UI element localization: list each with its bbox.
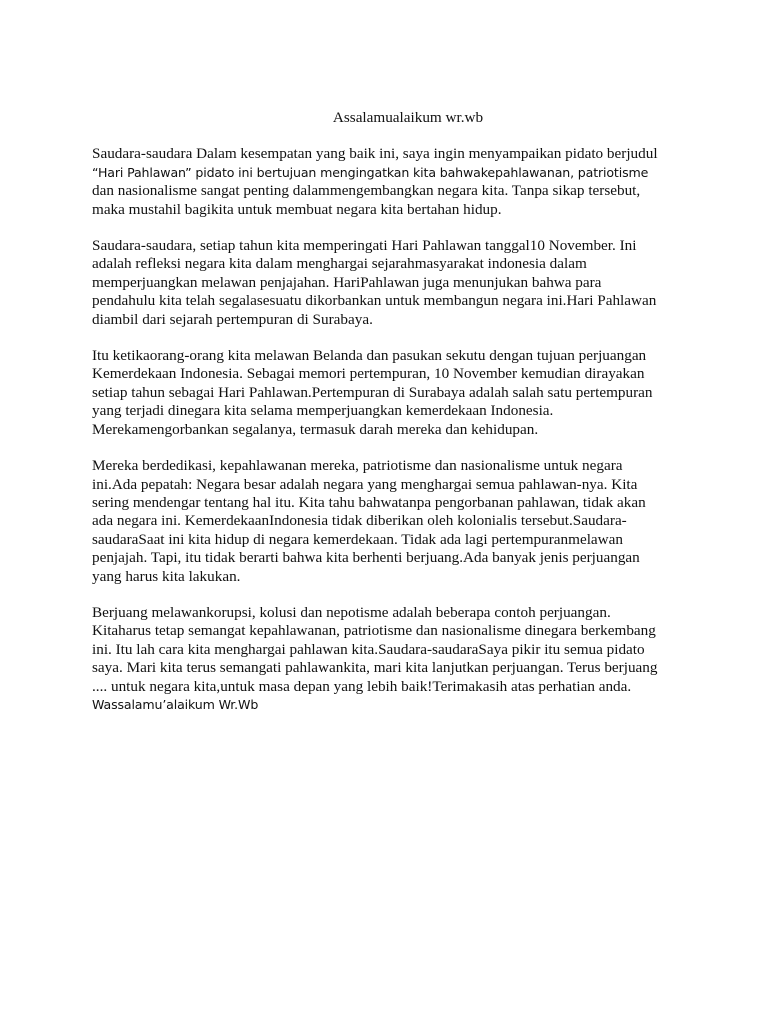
- text-line: Saudara-saudara, setiap tahun kita memperingati Hari Pahlawan tanggal10 November. Ini: [92, 237, 637, 255]
- paragraph-5: [92, 604, 682, 714]
- text-line: “Hari Pahlawan” pidato ini bertujuan mengingatkan kita bahwakepahlawanan, patriotisme: [92, 164, 649, 180]
- text-line: Wassalamu’alaikum Wr.Wb: [92, 696, 259, 712]
- text-line: diambil dari sejarah pertempuran di Surabaya.: [92, 310, 373, 328]
- document-title: Assalamualaikum wr.wb: [332, 109, 484, 126]
- text-line: dan nasionalisme sangat penting dalammengembangkan negara kita. Tanpa sikap tersebut,: [92, 182, 641, 200]
- text-line: ini. Itu lah cara kita menghargai pahlawan kita.Saudara-saudaraSaya pikir itu semua pidato: [92, 640, 645, 658]
- text-line: memperjuangkan melawan penjajahan. HariPahlawan juga menunjukan bahwa para: [92, 273, 602, 291]
- text-line: .... untuk negara kita,untuk masa depan yang lebih baik!Terimakasih atas perhatian anda.: [92, 677, 632, 695]
- text-line: Mereka berdedikasi, kepahlawanan mereka, patriotisme dan nasionalisme untuk negara: [92, 457, 623, 475]
- text-line: maka mustahil bagikita untuk membuat negara kita bertahan hidup.: [92, 200, 502, 218]
- text-line: Itu ketikaorang-orang kita melawan Belanda dan pasukan sekutu dengan tujuan perjuangan: [92, 347, 647, 365]
- paragraph-3: [92, 347, 682, 439]
- text-line: setiap tahun sebagai Hari Pahlawan.Pertempuran di Surabaya adalah salah satu pertempuran: [92, 383, 653, 401]
- document-page: [92, 109, 682, 732]
- text-line: ada negara ini. KemerdekaanIndonesia tidak diberikan oleh kolonialis tersebut.Saudara-: [92, 512, 627, 530]
- text-line: pendahulu kita telah segalasesuatu dikorbankan untuk membangun negara ini.Hari Pahlawan: [92, 292, 657, 310]
- text-line: adalah refleksi negara kita dalam menghargai sejarahmasyarakat indonesia dalam: [92, 255, 587, 273]
- text-line: Merekamengorbankan segalanya, termasuk darah mereka dan kehidupan.: [92, 420, 539, 438]
- text-line: saya. Mari kita terus semangati pahlawankita, mari kita lanjutkan perjuangan. Terus berjuang: [92, 659, 658, 677]
- text-line: Kitaharus tetap semangat kepahlawanan, patriotisme dan nasionalisme dinegara berkembang: [92, 622, 656, 640]
- text-line: saudaraSaat ini kita hidup di negara kemerdekaan. Tidak ada lagi pertempuranmelawan: [92, 530, 623, 548]
- text-line: penjajah. Tapi, itu tidak berarti bahwa kita berhenti berjuang.Ada banyak jenis perjuangan: [92, 549, 640, 567]
- text-line: sering mendengar tentang hal itu. Kita tahu bahwatanpa pengorbanan pahlawan, tidak akan: [92, 493, 646, 511]
- paragraph-1: [92, 145, 682, 219]
- text-line: Saudara-saudara Dalam kesempatan yang baik ini, saya ingin menyampaikan pidato berjudul: [92, 145, 658, 163]
- paragraph-2: [92, 237, 682, 329]
- paragraph-4: [92, 457, 682, 586]
- text-line: Kemerdekaan Indonesia. Sebagai memori pertempuran, 10 November kemudian dirayakan: [92, 365, 645, 383]
- text-line: Berjuang melawankorupsi, kolusi dan nepotisme adalah beberapa contoh perjuangan.: [92, 603, 611, 621]
- text-line: ini.Ada pepatah: Negara besar adalah negara yang menghargai semua pahlawan-nya. Kita: [92, 475, 638, 493]
- text-line: yang harus kita lakukan.: [92, 567, 241, 585]
- text-line: yang terjadi dinegara kita selama memperjuangkan kemerdekaan Indonesia.: [92, 402, 554, 420]
